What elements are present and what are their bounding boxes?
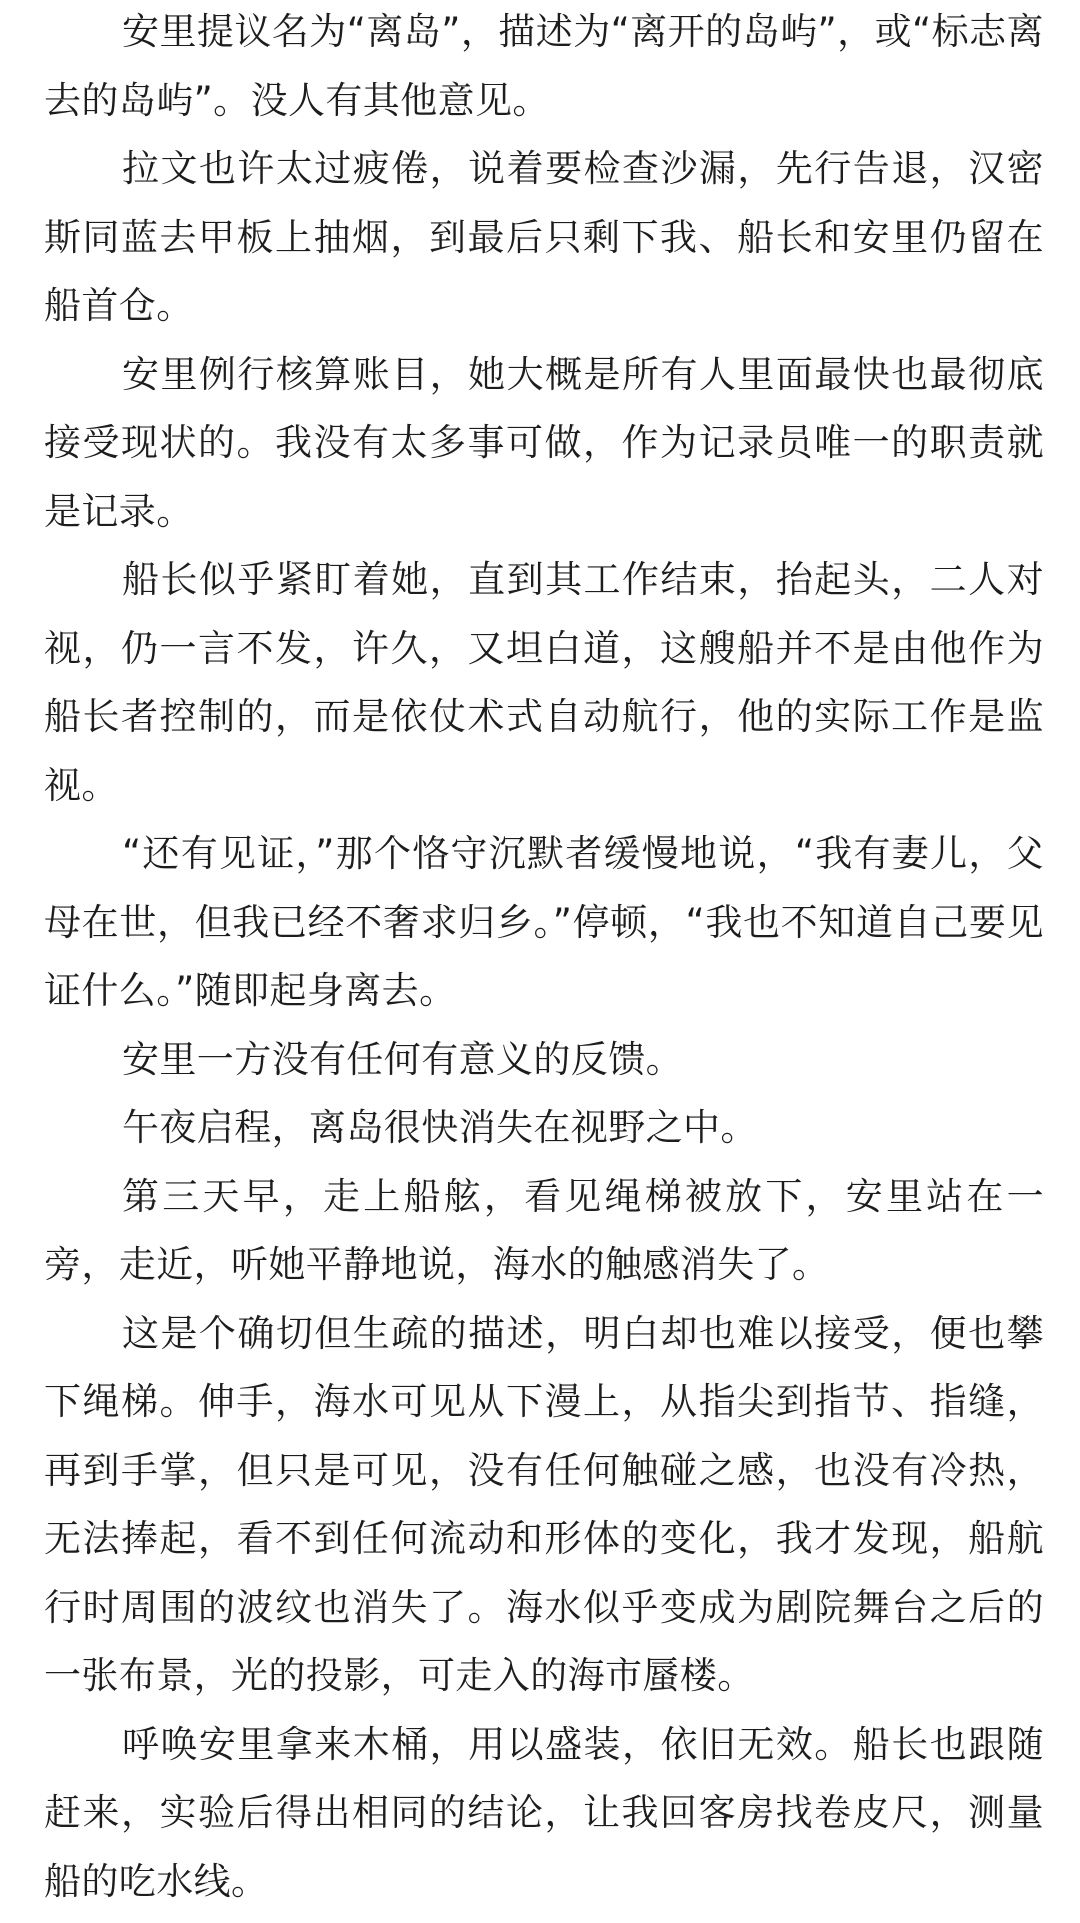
paragraph: 安里一方没有任何有意义的反馈。: [122, 1037, 683, 1081]
article-body: [44, 0, 1044, 1916]
paragraph: 呼唤安里拿来木桶，用以盛装，依旧无效。船长也跟随赶来，实验后得出相同的结论，让我回客房找卷皮尺，测量船的吃水线。: [44, 1722, 1044, 1903]
paragraph: 安里提议名为“离岛”，描述为“离开的岛屿”，或“标志离去的岛屿”。没人有其他意见。: [44, 10, 1044, 122]
paragraph: 午夜启程，离岛很快消失在视野之中。: [122, 1106, 758, 1149]
paragraph: 这是个确切但生疏的描述，明白却也难以接受，便也攀下绳梯。伸手，海水可见从下漫上，从指尖到指节、指缝，再到手掌，但只是可见，没有任何触碰之感，也没有冷热，无法捧起，看不到任何流动和形体的变化，我才发现，船航行时周围的波纹也消失了。海水似乎变成为剧院舞台之后的一张布景，光的投影，可走入的海市蜃楼。: [44, 1311, 1044, 1697]
paragraph: “还有见证，”那个恪守沉默者缓慢地说，“我有妻儿，父母在世，但我已经不奢求归乡。”停顿，“我也不知道自己要见证什么。”随即起身离去。: [44, 832, 1044, 1012]
paragraph: 拉文也许太过疲倦，说着要检查沙漏，先行告退，汉密斯同蓝去甲板上抽烟，到最后只剩下我、船长和安里仍留在船首仓。: [44, 147, 1044, 327]
paragraph: 安里例行核算账目，她大概是所有人里面最快也最彻底接受现状的。我没有太多事可做，作为记录员唯一的职责就是记录。: [44, 352, 1044, 533]
paragraph: 船长似乎紧盯着她，直到其工作结束，抬起头，二人对视，仍一言不发，许久，又坦白道，这艘船并不是由他作为船长者控制的，而是依仗术式自动航行，他的实际工作是监视。: [44, 558, 1044, 807]
paragraph: 第三天早，走上船舷，看见绳梯被放下，安里站在一旁，走近，听她平静地说，海水的触感消失了。: [44, 1174, 1044, 1286]
